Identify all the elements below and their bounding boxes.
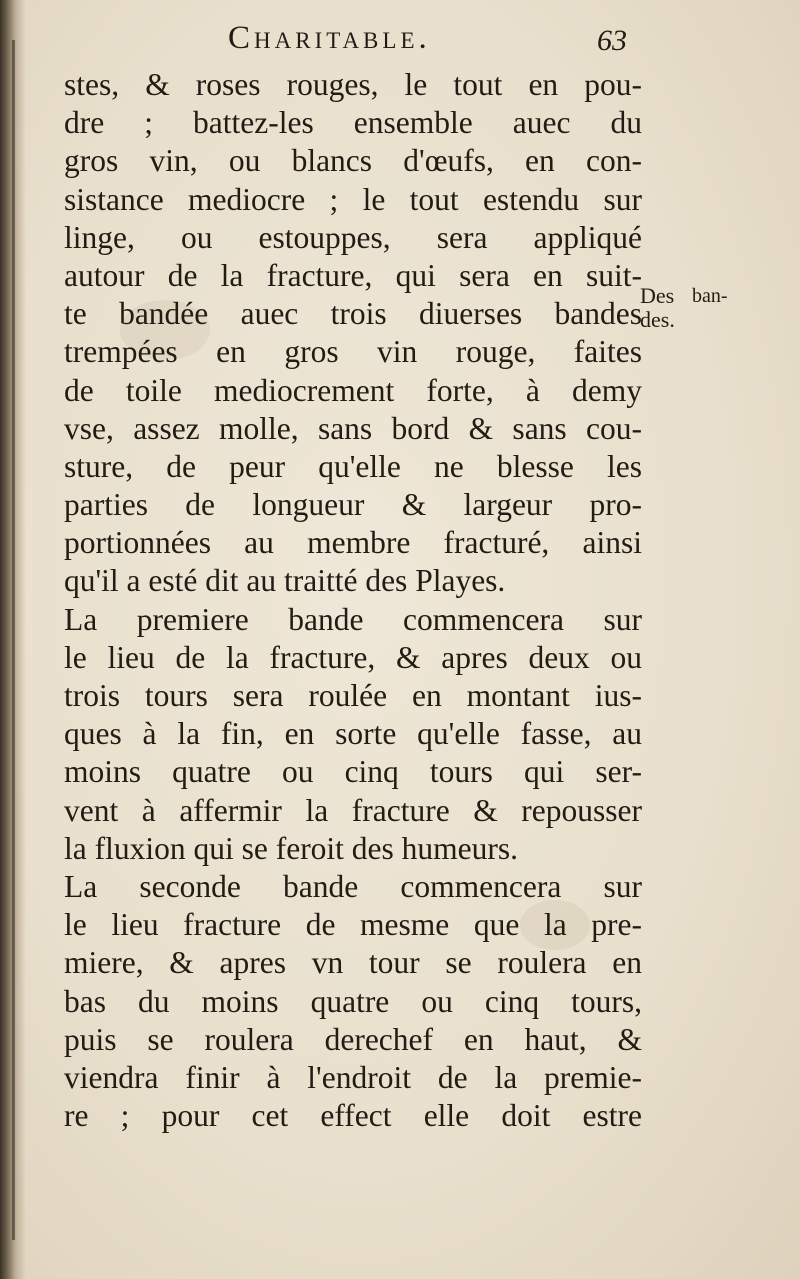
text-line: vse, assez molle, sans bord & sans cou- [64, 410, 642, 446]
text-line: trempées en gros vin rouge, faites [64, 334, 642, 370]
text-line: vent à affermir la fracture & repousser [64, 792, 642, 828]
text-line: portionnées au membre fracturé, ainsi [64, 525, 642, 561]
text-line: te bandée auec trois diuerses bandes [64, 296, 642, 332]
text-line: miere, & apres vn tour se roulera en [64, 945, 642, 981]
text-line: le lieu de la fracture, & apres deux ou [64, 639, 642, 675]
text-line: re ; pour cet effect elle doit estre [64, 1098, 642, 1134]
text-line: bas du moins quatre ou cinq tours, [64, 983, 642, 1019]
text-line: stes, & roses rouges, le tout en pou- [64, 67, 642, 102]
text-line: sture, de peur qu'elle ne blesse les [64, 448, 642, 484]
text-line: gros vin, ou blancs d'œufs, en con- [64, 143, 642, 179]
text-line: dre ; battez-les ensemble auec du [64, 105, 642, 141]
margin-note-line: Des [640, 283, 675, 308]
text-line: moins quatre ou cinq tours qui ser- [64, 754, 642, 790]
margin-note-cut-text: ban- [692, 285, 728, 307]
text-line: linge, ou estouppes, sera appliqué [64, 219, 642, 255]
page-header [0, 18, 800, 62]
text-line: qu'il a esté dit au traitté des Playes. [64, 563, 506, 599]
page-number: 63 [597, 24, 627, 57]
text-line: viendra finir à l'endroit de la premie- [64, 1059, 642, 1095]
text-line: ques à la fin, en sorte qu'elle fasse, au [64, 716, 642, 752]
text-line: la fluxion qui se feroit des humeurs. [64, 830, 519, 866]
text-line: La seconde bande commencera sur [64, 868, 642, 904]
gutter-line [12, 40, 15, 1240]
margin-note [640, 284, 740, 332]
text-line: sistance mediocre ; le tout estendu sur [64, 181, 642, 217]
text-line: le lieu fracture de mesme que la pre- [64, 907, 642, 943]
text-line: La premiere bande commencera sur [64, 601, 642, 637]
text-line: de toile mediocrement forte, à demy [64, 372, 642, 408]
text-line: parties de longueur & largeur pro- [64, 487, 642, 523]
margin-note-line: des. [640, 307, 675, 332]
text-line: puis se roulera derechef en haut, & [64, 1021, 642, 1057]
body-text [64, 66, 642, 1135]
text-line: trois tours sera roulée en montant ius- [64, 678, 642, 713]
running-head: Charitable. [228, 20, 431, 56]
text-line: autour de la fracture, qui sera en suit- [64, 257, 642, 293]
